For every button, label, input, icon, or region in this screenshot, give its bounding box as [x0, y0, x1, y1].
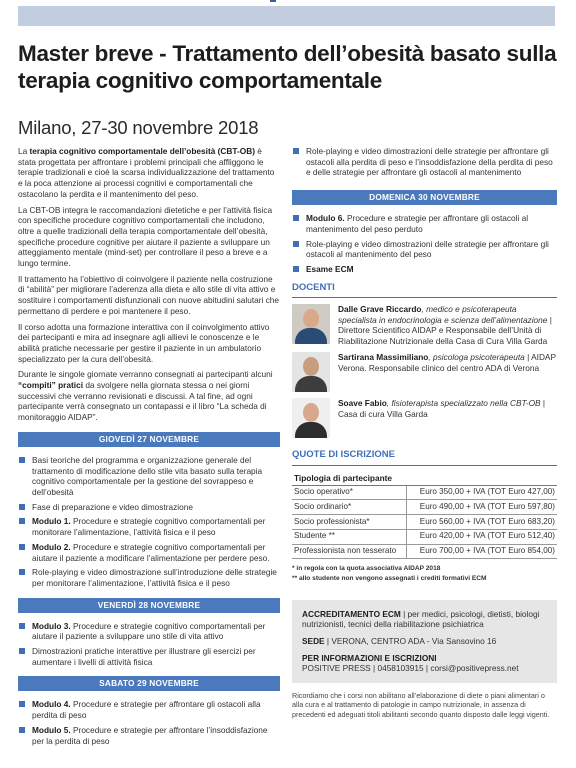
disclaimer-note: Ricordiamo che i corsi non abilitano all’elaborazione di diete o piani alimentari o alla cura e al trattamento di patologie in campo nutrizionale, in assenza di precedenti ed adeguati titoli abilitanti secondo quanto disposto dalle leggi vigenti. — [292, 691, 550, 719]
square-bullet-icon — [19, 518, 25, 524]
item-text: Procedure e strategie per affrontare gli ostacoli alla perdita di peso — [32, 699, 261, 721]
participant-type: Studente ** — [292, 529, 407, 544]
docent-card — [292, 398, 557, 438]
price: Euro 560,00 + IVA (TOT Euro 683,20) — [407, 515, 557, 530]
docent-role: , psicologa psicoterapeuta — [428, 352, 525, 363]
item-bold: Modulo 4. — [32, 699, 71, 710]
list-item — [292, 264, 557, 275]
left-column — [18, 146, 280, 750]
intro-p5-post: da svolgere nella giornata stessa o nei giorni successivi che verranno revisionati e discussi. A tal fine, ad ogni partecipante verrà consegnato un contapassi e il libro “La scheda di monitoraggio AIDAP”. — [18, 380, 267, 423]
item-text: Procedure e strategie cognitivo comportamentali per aiutare il paziente a modificare l’alimentazione per perdere peso. — [32, 541, 270, 563]
docent-text — [338, 398, 557, 438]
intro-paragraph-2: La CBT-OB integra le raccomandazioni dietetiche e per l’attività fisica con specifiche procedure cognitivo comportamentali che includono, oltre a quelle tradizionali della terapia comportamentale dell’obesità, specifiche procedure cognitive per aiutare il paziente a sviluppare un atteggiamento mentale (mind-set) per controllare il peso a breve e a lungo termine. — [18, 204, 273, 269]
docent-card — [292, 352, 557, 392]
day4-list — [292, 213, 557, 275]
footnote-2: ** allo studente non vengono assegnati i crediti formativi ECM — [292, 575, 487, 583]
square-bullet-icon — [19, 648, 25, 654]
docent-card — [292, 304, 557, 346]
sede-text: | VERONA, CENTRO ADA - Via Sansovino 16 — [324, 636, 497, 647]
intro-paragraph-5 — [18, 369, 280, 423]
list-item — [18, 646, 280, 667]
item-text: Dimostrazioni pratiche interattive per illustrare gli esercizi per aumentare i livelli di attività fisica — [32, 646, 256, 667]
square-bullet-icon — [293, 266, 299, 272]
square-bullet-icon — [19, 623, 25, 629]
list-item — [292, 239, 557, 260]
table-row — [292, 544, 557, 559]
square-bullet-icon — [19, 504, 25, 510]
list-item — [18, 542, 280, 563]
list-item — [18, 502, 280, 513]
quote-table — [292, 472, 557, 559]
list-item — [18, 516, 280, 537]
price: Euro 490,00 + IVA (TOT Euro 597,80) — [407, 500, 557, 515]
price: Euro 700,00 + IVA (TOT Euro 854,00) — [407, 544, 557, 559]
contact-title: PER INFORMAZIONI E ISCRIZIONI — [302, 652, 437, 663]
item-bold: Modulo 5. — [32, 724, 71, 735]
intro-paragraph-3: Il trattamento ha l’obiettivo di coinvolgere il paziente nella costruzione di “abilità” per migliorare l’aderenza alla dieta e allo stile di vita attivo e sostituire i comportamenti disfunzionali con nuove abitudini salutari che permettano di perdere e poi mantenere il peso. — [18, 273, 280, 316]
intro-p1-post: è stata progettata per affrontare i problemi principali che affliggono le terapie tradizionali e cioè la scarsa individualizzazione del trattamento e la poca attenzione ai processi cognitivi e comportamentali che ostacolano la perdita e il mantenimento del peso. — [18, 146, 275, 199]
participant-type: Socio operativo* — [292, 485, 407, 500]
day2-list — [18, 621, 280, 668]
item-text: Procedure e strategie per affrontare gli ostacoli al mantenimento del peso perduto — [306, 213, 529, 234]
item-text: Procedure e strategie cognitivo comportamentali per aiutare il paziente a sviluppare uno stile di vita attivo — [32, 620, 266, 642]
ecm-label: ACCREDITAMENTO ECM — [302, 608, 401, 619]
square-bullet-icon — [19, 701, 25, 707]
table-header-row — [292, 472, 557, 485]
footnote-1: * in regola con la quota associativa AIDAP 2018 — [292, 565, 441, 573]
item-text: Role-playing e video dimostrazione sull’introduzione delle strategie per monitorare l’alimentazione, l’attività fisica e il peso — [32, 567, 277, 588]
docent-text — [338, 304, 557, 346]
item-text: Basi teoriche del programma e organizzazione generale del trattamento di modificazione dello stile vita basato sulla terapia cognitivo comportamentale per la gestione del sovrappeso e dell’obesità — [32, 454, 263, 497]
item-text: Procedure e strategie per affrontare l’insoddisfazione per la perdita di peso — [32, 724, 268, 746]
docent-name: Soave Fabio — [338, 398, 387, 409]
ecm-block — [302, 609, 547, 630]
intro-p1-bold: terapia cognitivo comportamentale dell’obesità (CBT-OB) — [29, 146, 255, 156]
square-bullet-icon — [293, 241, 299, 247]
contact-text: POSITIVE PRESS | 0458103915 | corsi@positivepress.net — [302, 663, 519, 674]
item-text: Fase di preparazione e video dimostrazione — [32, 501, 193, 512]
item-text: Role-playing e video dimostrazioni delle strategie per affrontare gli ostacoli alla perdita di peso e l’insoddisfazione della perdita di peso e delle strategie per affrontare gli ostacoli al mantenimento — [306, 146, 553, 178]
divider — [292, 465, 557, 466]
list-item — [18, 725, 280, 746]
docent-affiliation: | AIDAP Verona. Responsabile clinico del centro ADA di Verona — [338, 352, 556, 373]
price: Euro 350,00 + IVA (TOT Euro 427,00) — [407, 485, 557, 500]
docent-role: , fisioterapista specializzato nella CBT-OB — [386, 398, 541, 409]
docent-affiliation: | Direttore Scientifico AIDAP e Responsabile dell’Unità di Riabilitazione Nutrizionale della Casa di Cura Villa Garda — [338, 314, 552, 346]
info-box — [292, 600, 557, 684]
table-row — [292, 529, 557, 544]
list-item — [18, 621, 280, 642]
table-row — [292, 515, 557, 530]
portrait-photo — [292, 398, 330, 438]
sede-block — [302, 636, 547, 647]
square-bullet-icon — [293, 148, 299, 154]
table-header: Tipologia di partecipante — [292, 472, 557, 485]
list-item — [18, 455, 280, 498]
list-item — [18, 567, 280, 588]
day-header-sabato: SABATO 29 NOVEMBRE — [18, 676, 280, 691]
intro-p5-bold: “compiti” pratici — [18, 380, 84, 391]
item-text: Role-playing e video dimostrazioni delle strategie per affrontare gli ostacoli al mantenimento del peso — [306, 238, 549, 260]
participant-type: Socio ordinario* — [292, 500, 407, 515]
day-header-venerdi: VENERDÌ 28 NOVEMBRE — [18, 598, 280, 613]
table-row — [292, 485, 557, 500]
ecm-text: | per medici, psicologi, dietisti, biologi nutrizionisti, tecnici della riabilitazione psichiatrica — [302, 608, 540, 630]
item-text: Procedure e strategie cognitivo comportamentali per monitorare l’alimentazione, l’attività fisica e il peso — [32, 516, 266, 538]
square-bullet-icon — [19, 457, 25, 463]
item-bold: Esame ECM — [306, 263, 354, 274]
portrait-photo — [292, 352, 330, 392]
table-row — [292, 500, 557, 515]
docenti-title: DOCENTI — [292, 281, 335, 293]
participant-type: Professionista non tesserato — [292, 544, 407, 559]
intro-paragraph-4: Il corso adotta una formazione interattiva con il coinvolgimento attivo dei partecipanti e mira ad insegnare agli allievi le conoscenze e le abilità pratiche necessarie per gestire il paziente in un ambulatorio specializzato per la cura dell’obesità. — [18, 321, 270, 364]
docent-text — [338, 352, 557, 392]
square-bullet-icon — [19, 544, 25, 550]
docent-affiliation: | Casa di cura Villa Garda — [338, 398, 546, 419]
list-item — [292, 146, 557, 178]
list-item — [18, 699, 280, 720]
square-bullet-icon — [19, 727, 25, 733]
day-header-domenica: DOMENICA 30 NOVEMBRE — [292, 190, 557, 205]
docent-name: Dalle Grave Riccardo — [338, 304, 422, 315]
sede-label: SEDE — [302, 636, 325, 647]
docent-name: Sartirana Massimiliano — [338, 352, 429, 363]
item-bold: Modulo 3. — [32, 620, 71, 631]
page-title: Master breve - Trattamento dell’obesità basato sulla terapia cognitivo comportamentale — [18, 41, 557, 93]
portrait-photo — [292, 304, 330, 344]
divider — [292, 297, 557, 298]
day1-list — [18, 455, 280, 589]
top-mark — [270, 0, 276, 2]
docent-role: , medico e psicoterapeuta specialista in endocrinologia e scienza dell’alimentazione — [338, 304, 548, 325]
top-band — [18, 6, 555, 26]
price: Euro 420,00 + IVA (TOT Euro 512,40) — [407, 529, 557, 544]
participant-type: Socio professionista* — [292, 515, 407, 530]
square-bullet-icon — [19, 569, 25, 575]
item-bold: Modulo 1. — [32, 516, 71, 527]
item-bold: Modulo 2. — [32, 541, 71, 552]
intro-p5-pre: Durante le singole giornate verranno consegnati ai partecipanti alcuni — [18, 369, 273, 380]
page-subtitle: Milano, 27-30 novembre 2018 — [18, 117, 259, 138]
quote-title: QUOTE DI ISCRIZIONE — [292, 449, 395, 461]
square-bullet-icon — [293, 215, 299, 221]
item-bold: Modulo 6. — [306, 213, 345, 224]
right-column — [292, 146, 557, 719]
intro-paragraph-1 — [18, 146, 280, 200]
day-header-giovedi: GIOVEDÌ 27 NOVEMBRE — [18, 432, 280, 447]
intro-p1-pre: La — [18, 146, 30, 156]
day3-list — [18, 699, 280, 746]
list-item — [292, 213, 557, 234]
